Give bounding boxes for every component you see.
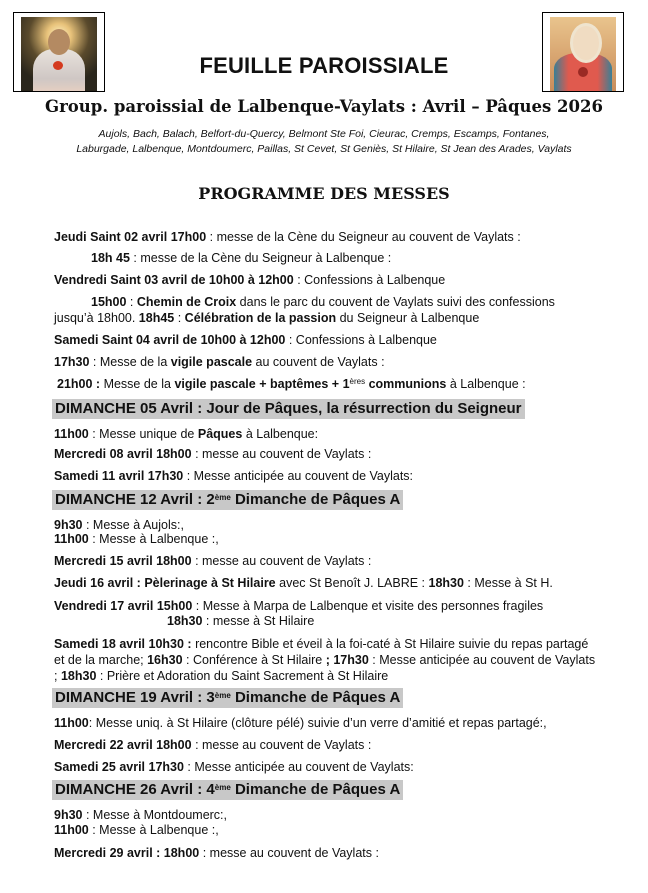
schedule-entry: Samedi 18 avril 10h30 : rencontre Bible et éveil à la foi-caté à St Hilaire suivie du repas partagé et de la marche; 16h30 : Conférence à St Hilaire ; 17h30 : Messe anticipée au couvent de Vaylats ; 18h30 : Prière et Adoration du Saint Sacrement à St Hilaire <box>54 637 596 683</box>
schedule-entry: 17h30 : Messe de la vigile pascale au couvent de Vaylats : <box>54 355 385 369</box>
page-subtitle: Group. paroissial de Lalbenque-Vaylats : Avril – Pâques 2026 <box>45 97 603 116</box>
schedule-entry: 9h30 : Messe à Aujols:, <box>54 518 184 532</box>
towns-line-2: Laburgade, Lalbenque, Montdoumerc, Paillas, St Cevet, St Geniès, St Hilaire, St Jean des Arades, Vaylats <box>76 143 572 155</box>
mary-image-frame <box>542 12 624 92</box>
jesus-image-frame <box>13 12 105 92</box>
schedule-entry: 11h00 : Messe unique de Pâques à Lalbenque: <box>54 427 319 441</box>
sunday-heading: DIMANCHE 12 Avril : 2ème Dimanche de Pâques A <box>52 490 403 510</box>
schedule-entry: Jeudi 16 avril : Pèlerinage à St Hilaire avec St Benoît J. LABRE : 18h30 : Messe à St H. <box>54 576 553 590</box>
schedule-entry: Mercredi 08 avril 18h00 : messe au couvent de Vaylats : <box>54 447 372 461</box>
schedule-entry: Mercredi 15 avril 18h00 : messe au couvent de Vaylats : <box>54 554 372 568</box>
sunday-heading: DIMANCHE 26 Avril : 4ème Dimanche de Pâques A <box>52 780 403 800</box>
schedule-entry: Samedi 25 avril 17h30 : Messe anticipée au couvent de Vaylats: <box>54 760 414 774</box>
schedule-entry: 18h30 : messe à St Hilaire <box>167 614 315 628</box>
schedule-entry: Mercredi 22 avril 18h00 : messe au couvent de Vaylats : <box>54 738 372 752</box>
schedule-entry: Vendredi 17 avril 15h00 : Messe à Marpa de Lalbenque et visite des personnes fragiles <box>54 599 544 613</box>
sunday-heading: DIMANCHE 05 Avril : Jour de Pâques, la résurrection du Seigneur <box>52 399 525 419</box>
towns-line-1: Aujols, Bach, Balach, Belfort-du-Quercy, Belmont Ste Foi, Cieurac, Cremps, Escamps, Fontanes, <box>98 128 550 140</box>
schedule-entry: Samedi Saint 04 avril de 10h00 à 12h00 : Confessions à Lalbenque <box>54 333 437 347</box>
schedule-entry: 18h 45 : messe de la Cène du Seigneur à Lalbenque : <box>91 251 392 265</box>
schedule-entry: Jeudi Saint 02 avril 17h00 : messe de la Cène du Seigneur au couvent de Vaylats : <box>54 230 521 244</box>
schedule-entry: 11h00 : Messe à Lalbenque :, <box>54 532 219 546</box>
schedule-entry: 21h00 : Messe de la vigile pascale + baptêmes + 1ères communions à Lalbenque : <box>57 377 526 391</box>
parish-towns <box>0 127 648 157</box>
schedule-entry: 9h30 : Messe à Montdoumerc:, <box>54 808 228 822</box>
schedule-entry: 15h00 : Chemin de Croix dans le parc du couvent de Vaylats suivi des confessions jusqu’à 18h00. 18h45 : Célébration de la passion du Seigneur à Lalbenque <box>54 295 555 325</box>
schedule-entry: Mercredi 29 avril : 18h00 : messe au couvent de Vaylats : <box>54 846 379 860</box>
page-title: FEUILLE PAROISSIALE <box>199 53 449 78</box>
schedule-entry: Vendredi Saint 03 avril de 10h00 à 12h00 : Confessions à Lalbenque <box>54 273 446 287</box>
schedule-entry: Samedi 11 avril 17h30 : Messe anticipée au couvent de Vaylats: <box>54 469 414 483</box>
sunday-heading: DIMANCHE 19 Avril : 3ème Dimanche de Pâques A <box>52 688 403 708</box>
schedule-entry: 11h00: Messe uniq. à St Hilaire (clôture pélé) suivie d’un verre d’amitié et repas partagé:, <box>54 716 547 730</box>
section-title: PROGRAMME DES MESSES <box>198 184 450 203</box>
schedule-entry: 11h00 : Messe à Lalbenque :, <box>54 823 219 837</box>
